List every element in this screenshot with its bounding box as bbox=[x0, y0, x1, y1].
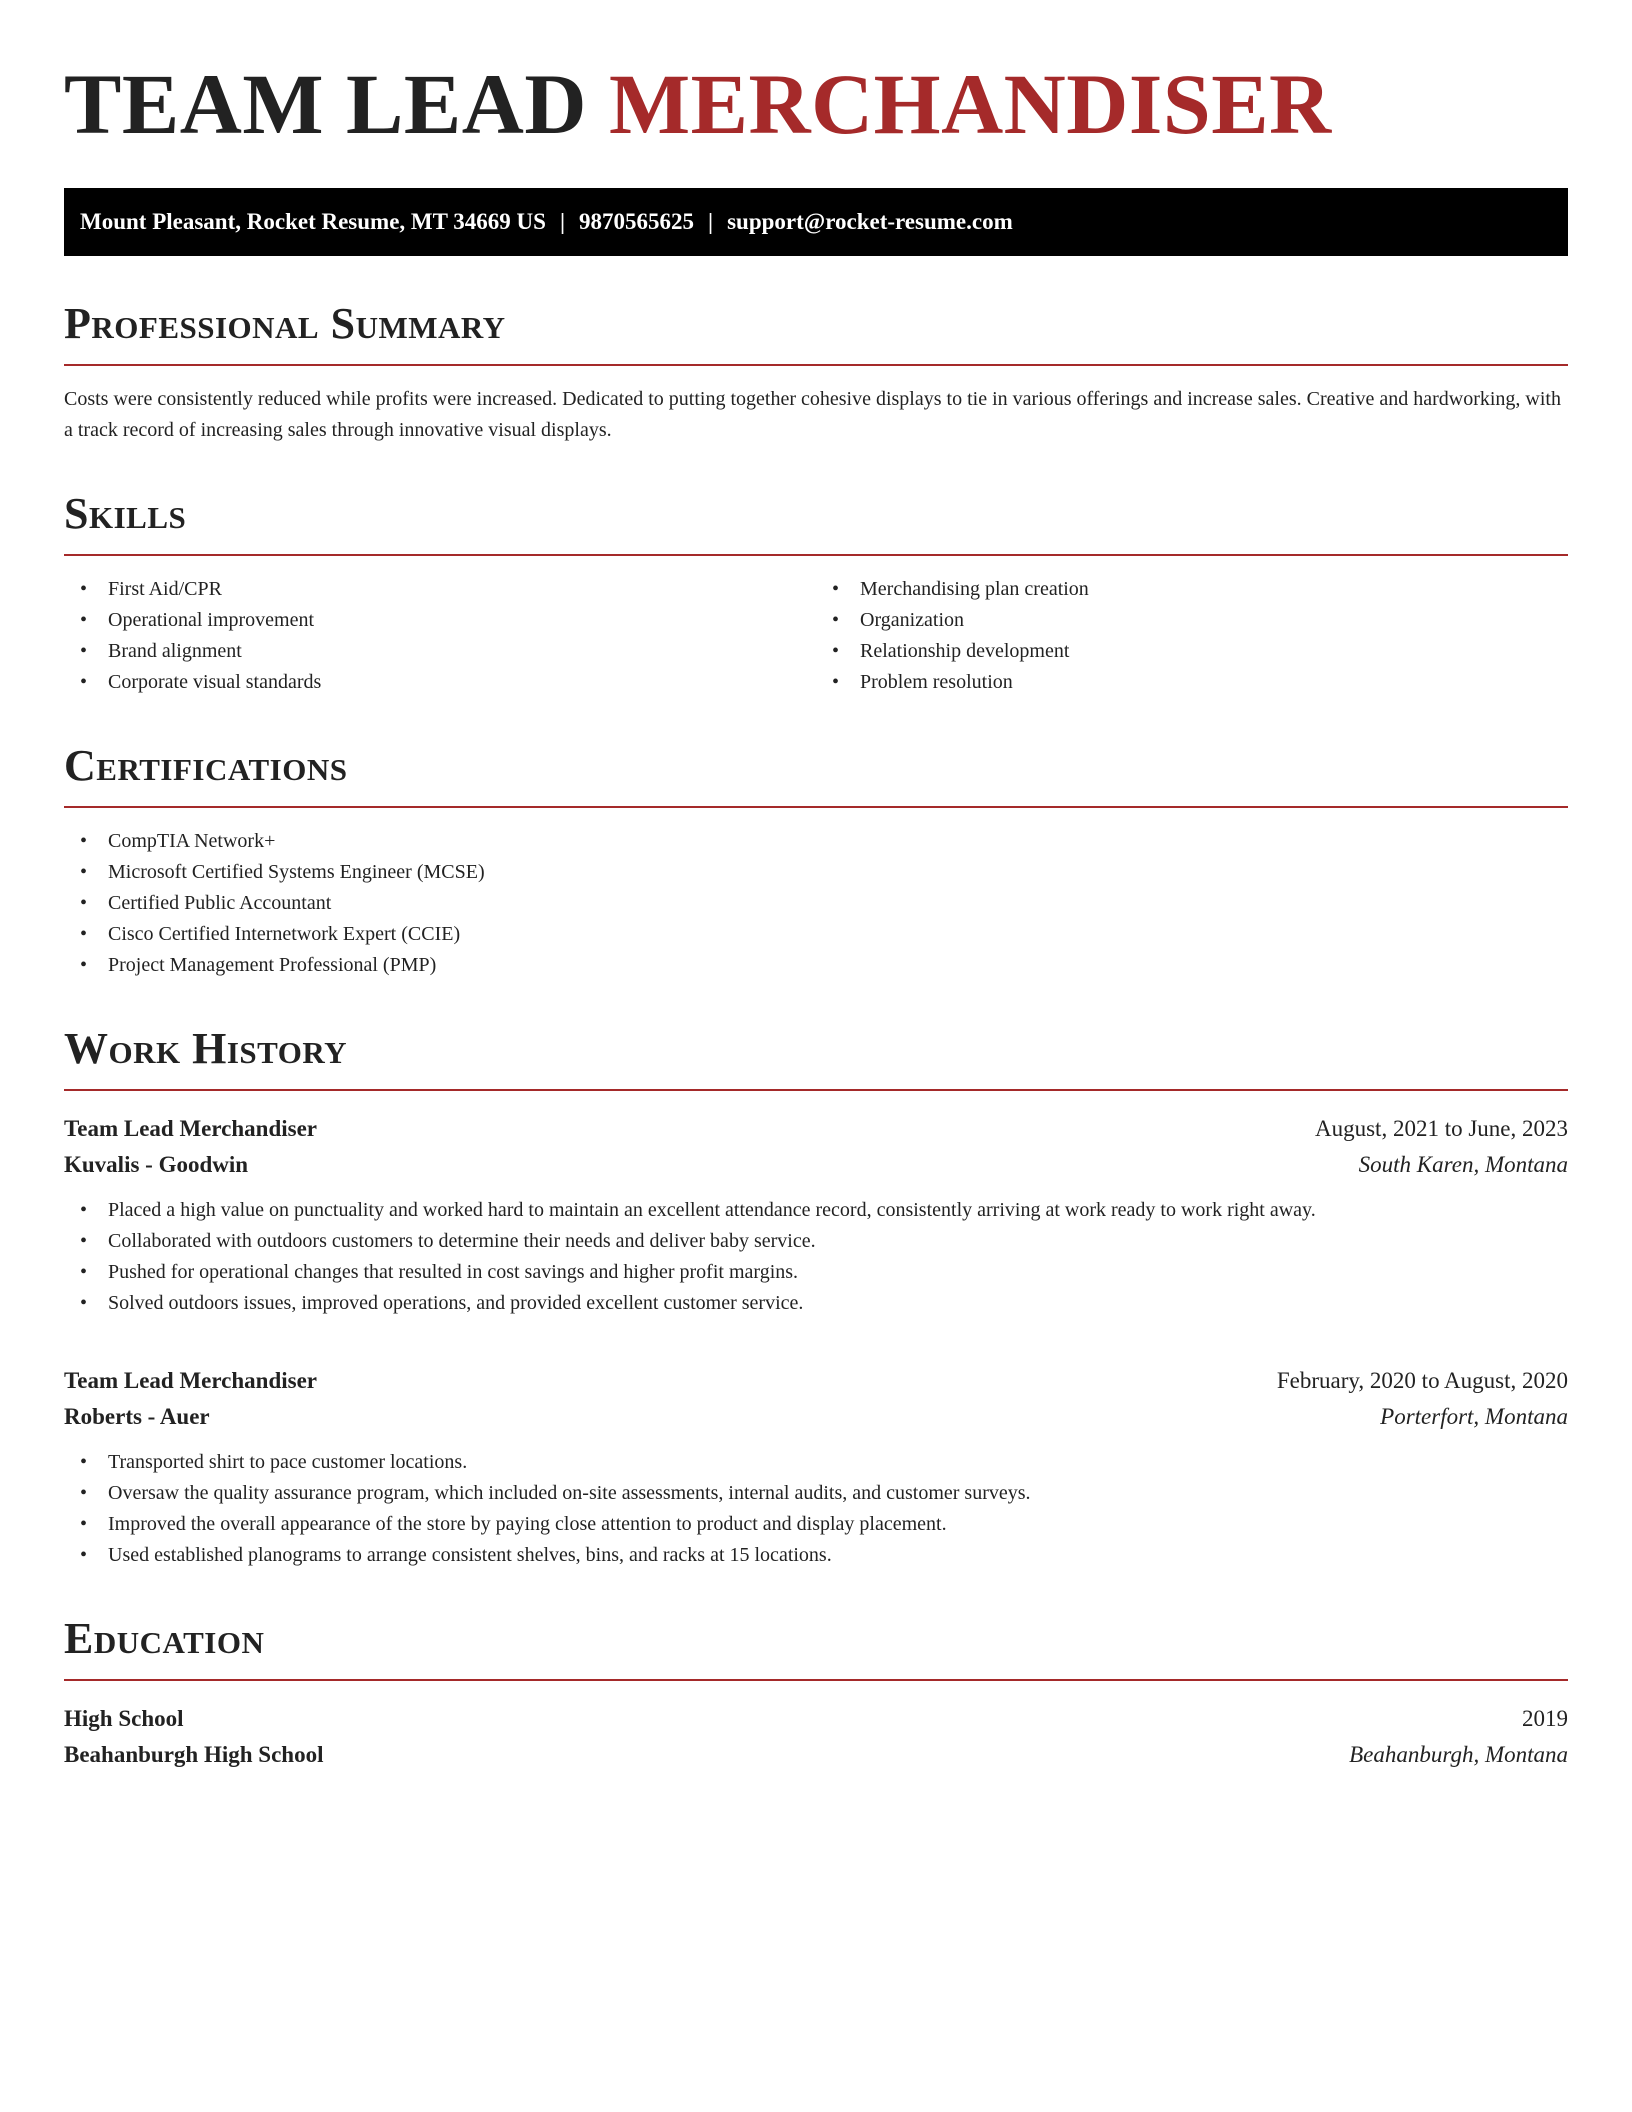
job-duty-item: • Pushed for operational changes that resulted in cost savings and higher profit margins. bbox=[64, 1257, 1568, 1288]
job-title: Team Lead Merchandiser bbox=[64, 1116, 317, 1141]
contact-bar bbox=[64, 188, 1568, 256]
job-duty-item: • Transported shirt to pace customer locations. bbox=[64, 1447, 1568, 1478]
contact-separator: | bbox=[559, 209, 566, 234]
work-history-section bbox=[64, 1025, 1568, 1571]
job-company-row bbox=[64, 1147, 1568, 1183]
job-header-row bbox=[64, 1363, 1568, 1399]
skill-item: • Operational improvement bbox=[64, 605, 816, 636]
job-duty-item: • Used established planograms to arrange consistent shelves, bins, and racks at 15 locations. bbox=[64, 1540, 1568, 1571]
certification-item: • CompTIA Network+ bbox=[64, 826, 1568, 857]
job-duties-list bbox=[64, 1447, 1568, 1571]
skill-item: • Organization bbox=[816, 605, 1568, 636]
job-duty-item: • Improved the overall appearance of the store by paying close attention to product and display placement. bbox=[64, 1509, 1568, 1540]
work-history-heading: Work History bbox=[64, 1024, 348, 1073]
summary-section bbox=[64, 300, 1568, 446]
education-degree: High School bbox=[64, 1706, 184, 1731]
certifications-section bbox=[64, 742, 1568, 981]
education-location: Beahanburgh, Montana bbox=[1349, 1742, 1568, 1767]
skills-grid bbox=[64, 574, 1568, 698]
contact-phone: 9870565625 bbox=[579, 209, 695, 234]
certification-item: • Project Management Professional (PMP) bbox=[64, 950, 1568, 981]
skill-item: • Relationship development bbox=[816, 636, 1568, 667]
job-entry bbox=[64, 1363, 1568, 1571]
job-duty-item: • Collaborated with outdoors customers to determine their needs and deliver baby service. bbox=[64, 1226, 1568, 1257]
education-degree-row bbox=[64, 1701, 1568, 1737]
summary-text: Costs were consistently reduced while profits were increased. Dedicated to putting together cohesive displays to tie in various offerings and increase sales. Creative and hardworking, with a track record of increasing sales through innovative visual displays. bbox=[64, 388, 1561, 441]
education-year: 2019 bbox=[1522, 1706, 1568, 1731]
education-school-row bbox=[64, 1737, 1568, 1773]
section-divider bbox=[64, 1679, 1568, 1681]
job-duty-item: • Solved outdoors issues, improved operations, and provided excellent customer service. bbox=[64, 1288, 1568, 1319]
education-heading: Education bbox=[64, 1614, 265, 1663]
skill-item: • Problem resolution bbox=[816, 667, 1568, 698]
job-duty-item: • Oversaw the quality assurance program, which included on-site assessments, internal audits, and customer surveys. bbox=[64, 1478, 1568, 1509]
job-entry bbox=[64, 1111, 1568, 1319]
section-divider bbox=[64, 554, 1568, 556]
section-divider bbox=[64, 806, 1568, 808]
summary-heading: Professional Summary bbox=[64, 299, 506, 348]
job-dates: February, 2020 to August, 2020 bbox=[1276, 1368, 1568, 1393]
skill-item: • Brand alignment bbox=[64, 636, 816, 667]
certification-item: • Microsoft Certified Systems Engineer (MCSE) bbox=[64, 857, 1568, 888]
education-entry bbox=[64, 1701, 1568, 1773]
certifications-heading: Certifications bbox=[64, 741, 348, 790]
job-title: Team Lead Merchandiser bbox=[64, 1368, 317, 1393]
skill-item: • Corporate visual standards bbox=[64, 667, 816, 698]
job-location: South Karen, Montana bbox=[1358, 1152, 1568, 1177]
certifications-list bbox=[64, 826, 1568, 981]
certification-item: • Cisco Certified Internetwork Expert (CCIE) bbox=[64, 919, 1568, 950]
job-company: Roberts - Auer bbox=[64, 1404, 210, 1429]
skills-column-left bbox=[64, 574, 816, 698]
contact-address: Mount Pleasant, Rocket Resume, MT 34669 US bbox=[80, 209, 546, 234]
skills-list-right bbox=[816, 574, 1568, 698]
resume-name bbox=[64, 56, 1568, 152]
contact-separator: | bbox=[708, 209, 714, 234]
section-divider bbox=[64, 364, 1568, 366]
name-last: MERCHANDISER bbox=[608, 56, 1332, 152]
job-header-row bbox=[64, 1111, 1568, 1147]
job-dates: August, 2021 to June, 2023 bbox=[1315, 1116, 1568, 1141]
education-school: Beahanburgh High School bbox=[64, 1742, 324, 1767]
name-first: TEAM LEAD bbox=[64, 56, 587, 152]
job-duties-list bbox=[64, 1195, 1568, 1319]
section-divider bbox=[64, 1089, 1568, 1091]
contact-email: support@rocket-resume.com bbox=[727, 209, 1013, 234]
skill-item: • First Aid/CPR bbox=[64, 574, 816, 605]
job-duty-item: • Placed a high value on punctuality and worked hard to maintain an excellent attendance record, consistently arriving at work ready to work right away. bbox=[64, 1195, 1568, 1226]
skill-item: • Merchandising plan creation bbox=[816, 574, 1568, 605]
skills-section bbox=[64, 490, 1568, 698]
job-location: Porterfort, Montana bbox=[1380, 1404, 1568, 1429]
skills-heading: Skills bbox=[64, 489, 187, 538]
certification-item: • Certified Public Accountant bbox=[64, 888, 1568, 919]
skills-list-left bbox=[64, 574, 816, 698]
job-company: Kuvalis - Goodwin bbox=[64, 1152, 249, 1177]
job-company-row bbox=[64, 1399, 1568, 1435]
skills-column-right bbox=[816, 574, 1568, 698]
education-section bbox=[64, 1615, 1568, 1773]
